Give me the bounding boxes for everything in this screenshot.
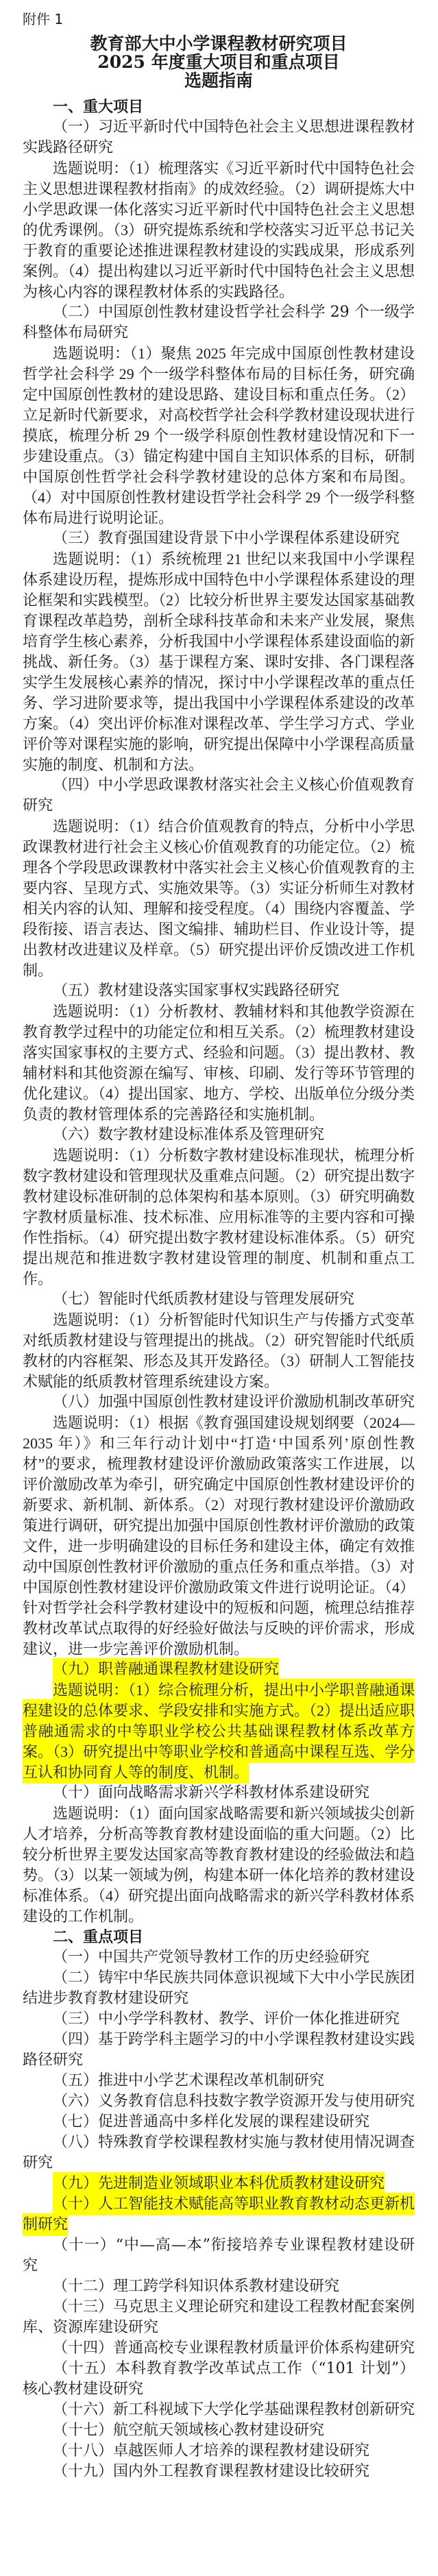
major-item-title: [23, 1783, 415, 1803]
key-item-text: （四）基于跨学科主题学习的中小学课程教材建设实践路径研究: [23, 2031, 415, 2069]
major-item-title-text: （四）中小学思政课教材落实社会主义核心价值观教育研究: [23, 777, 415, 814]
key-item-15: [23, 2359, 415, 2400]
major-item-title-text: （一）习近平新时代中国特色社会主义思想进课程教材实践路径研究: [23, 119, 415, 156]
key-item-11: [23, 2235, 415, 2276]
major-item-3: [23, 528, 415, 775]
key-item-6: [23, 2091, 415, 2112]
key-item-text: （十）人工智能技术赋能高等职业教育教材动态更新机制研究: [23, 2193, 415, 2236]
major-item-description-text: 选题说明：（1）综合梳理分析，提出中小学职普融通课程建设的总体要求、学段安排和实施方式。（2）提出适应职普融通需求的中等职业学校公共基础课程教材体系改革方案。（3）研究提出中等职业学校和普通高中课程互选、学分互认和协同育人等的制度、机制。: [23, 1679, 415, 1784]
key-item-text: （十三）马克思主义理论研究和建设工程教材配套案例库、资源库建设研究: [23, 2298, 415, 2336]
major-item-2: [23, 302, 415, 528]
major-item-title-text: （八）加强中国原创性教材建设评价激励机制改革研究: [53, 1394, 415, 1411]
major-item-8: [23, 1392, 415, 1660]
major-item-title: [23, 1289, 415, 1310]
major-item-title-text: （三）教育强国建设背景下中小学课程体系建设研究: [53, 530, 400, 547]
key-item-text: （十四）普通高校专业课程教材质量评价体系构建研究: [53, 2340, 415, 2357]
key-item-18: [23, 2441, 415, 2462]
key-item-7: [23, 2112, 415, 2133]
major-item-description: [23, 1803, 415, 1927]
major-item-title: [23, 302, 415, 343]
document-title: [23, 34, 415, 90]
major-projects-section: [23, 97, 415, 1927]
key-item-19: [23, 2462, 415, 2482]
key-item-17: [23, 2420, 415, 2441]
key-item-text: （三）中小学学科教材、教学、评价一体化推进研究: [53, 2010, 400, 2028]
key-item-text: （十七）航空航天领域核心教材建设研究: [53, 2422, 325, 2439]
key-item-8: [23, 2133, 415, 2174]
major-item-description-text: 选题说明：（1）聚焦 2025 年完成中国原创性教材建设哲学社会科学 29 个一级学科整体布局的目标任务，研究确定中国原创性教材的建设思路、建设目标和重点任务。（2）立足新时代新要求，对高校哲学社会科学教材建设现状进行摸底，梳理分析 29 个一级学科原创性教材建设情况和下一步建设重点。（3）锚定构建中国自主知识体系的目标，研制中国原创性哲学社会科学教材建设的总体方案和布局图。（4）对中国原创性教材建设哲学社会科学 29 个一级学科整体布局进行说明论证。: [23, 345, 415, 526]
key-item-4: [23, 2030, 415, 2071]
major-item-description-text: 选题说明：（1）分析教材、教辅材料和其他教学资源在教育教学过程中的功能定位和相互关系。（2）梳理教材建设落实国家事权的主要方式、经验和问题。（3）提出教材、教辅材料和其他资源在编写、审核、印刷、发行等环节管理的优化建议。（4）提出国家、地方、学校、出版单位分级分类负责的教材管理体系的完善路径和实施机制。: [23, 1003, 415, 1123]
major-item-title: [23, 1660, 415, 1680]
major-item-description-text: 选题说明：（1）结合价值观教育的特点，分析中小学思政课教材进行社会主义核心价值观教育的功能定位。（2）梳理各个学段思政课教材中落实社会主义核心价值观教育的主要内容、呈现方式、实施效果等。（3）实证分析师生对教材相关内容的认知、理解和接受程度。（4）围绕内容覆盖、学段衔接、语言表达、图文编排、辅助栏目、作业设计等，提出教材改进建议及样章。（5）研究提出评价反馈改进工作机制。: [23, 818, 415, 979]
key-item-text: （九）先进制造业领域职业本科优质教材建设研究: [53, 2172, 385, 2195]
key-item-13: [23, 2297, 415, 2338]
major-item-description: [23, 816, 415, 981]
major-item-description-text: 选题说明：（1）面向国家战略需要和新兴领域拔尖创新人才培养，分析高等教育教材建设面临的重大问题。（2）比较分析世界主要发达国家高等教育教材建设的经验做法和趋势。（3）以某一领域为例，构建本研一体化培养的教材建设标准体系。（4）研究提出面向战略需求的新兴学科教材体系建设的工作机制。: [23, 1805, 415, 1925]
title-line-1: 教育部大中小学课程教材研究项目: [90, 34, 348, 53]
key-item-12: [23, 2276, 415, 2297]
major-item-title-text: （六）数字教材建设标准体系及管理研究: [53, 1126, 325, 1143]
major-item-description: [23, 1310, 415, 1392]
major-item-title-text: （七）智能时代纸质教材建设与管理发展研究: [53, 1291, 355, 1308]
major-projects-heading: 一、重大项目: [53, 98, 144, 115]
key-item-5: [23, 2071, 415, 2091]
major-item-title-text: （二）中国原创性教材建设哲学社会科学 29 个一级学科整体布局研究: [23, 304, 415, 341]
major-item-9: [23, 1660, 415, 1783]
key-item-16: [23, 2400, 415, 2420]
major-item-description: [23, 1680, 415, 1783]
key-item-text: （七）促进普通高中多样化发展的课程建设研究: [53, 2113, 370, 2130]
major-item-title: [23, 528, 415, 549]
major-item-description-text: 选题说明：（1）分析数字教材建设标准现状，梳理分析数字教材建设和管理现状及重难点问题。（2）研究提出数字教材建设标准研制的总体架构和基本原则。（3）研究明确数字教材质量标准、技术标准、应用标准等的主要内容和可操作性指标。（4）研究提出数字教材建设标准体系。（5）研究提出规范和推进数字教材建设管理的制度、机制和重点工作。: [23, 1147, 415, 1287]
major-item-description-text: 选题说明：（1）系统梳理 21 世纪以来我国中小学课程体系建设历程，提炼形成中国特色中小学课程体系建设的理论框架和实践模型。（2）比较分析世界主要发达国家基础教育课程改革趋势，剖析全球科技革命和未来产业发展，聚焦培育学生核心素养，分析我国中小学课程体系建设面临的新挑战、新任务。（3）基于课程方案、课时安排、各门课程落实学生发展核心素养的情况，探讨中小学课程改革的重点任务、学习进阶要求等，提出我国中小学课程体系建设的改革方案。（4）突出评价标准对课程改革、学生学习方式、学业评价等对课程实施的影响，研究提出保障中小学课程高质量实施的制度、机制和方法。: [23, 550, 415, 773]
major-item-description: [23, 343, 415, 528]
key-item-14: [23, 2338, 415, 2359]
major-item-5: [23, 981, 415, 1125]
key-item-text: （八）特殊教育学校课程教材实施与教材使用情况调查研究: [23, 2134, 415, 2172]
key-item-text: （十八）卓越医师人才培养的课程教材建设研究: [53, 2442, 370, 2459]
major-item-title-text: （九）职普融通课程教材建设研究: [53, 1658, 279, 1681]
major-item-title: [23, 775, 415, 816]
major-item-title: [23, 1125, 415, 1145]
key-projects-section: [23, 1927, 415, 2482]
major-item-title: [23, 1392, 415, 1413]
key-projects-heading: 二、重点项目: [53, 1928, 144, 1945]
key-item-text: （十九）国内外工程教育课程教材建设比较研究: [53, 2463, 370, 2480]
key-item-text: （一）中国共产党领导教材工作的历史经验研究: [53, 1949, 370, 1966]
major-item-1: [23, 117, 415, 302]
key-item-2: [23, 1968, 415, 2009]
major-item-description-text: 选题说明：（1）梳理落实《习近平新时代中国特色社会主义思想进课程教材指南》的成效经验。（2）调研提炼大中小学思政课一体化落实习近平新时代中国特色社会主义思想的优秀课例。（3）研究提炼系统和学校落实习近平总书记关于教育的重要论述推进课程教材建设的实践成果，形成系列案例。（4）提出构建以习近平新时代中国特色社会主义思想为核心内容的课程教材体系的实践路径。: [23, 160, 415, 300]
key-item-text: （二）铸牢中华民族共同体意识视域下大中小学民族团结进步教育教材建设研究: [23, 1969, 415, 2007]
major-item-title-text: （十）面向战略需求新兴学科教材体系建设研究: [53, 1784, 370, 1801]
major-item-title: [23, 117, 415, 158]
major-item-description: [23, 158, 415, 302]
key-item-text: （六）义务教育信息科技数字教学资源开发与使用研究: [53, 2093, 415, 2110]
major-item-description: [23, 1413, 415, 1660]
major-item-7: [23, 1289, 415, 1392]
title-line-3: 选题指南: [184, 71, 253, 90]
key-item-9: [23, 2174, 415, 2194]
major-item-6: [23, 1125, 415, 1289]
key-item-text: （十一）“中—高—本”衔接培养专业课程教材建设研究: [23, 2237, 415, 2274]
document-body: [23, 97, 415, 2482]
major-item-10: [23, 1783, 415, 1927]
major-item-4: [23, 775, 415, 981]
key-item-3: [23, 2009, 415, 2030]
key-item-text: （十六）新工科视域下大学化学基础课程教材创新研究: [53, 2401, 415, 2418]
major-item-description-text: 选题说明：（1）根据《教育强国建设规划纲要（2024—2035 年）》和三年行动计划中“打造‘中国系列’原创性教材”的要求，梳理教材建设评价激励政策落实工作进展，以评价激励改革为牵引，研究确定中国原创性教材建设评价的新要求、新机制、新体系。（2）对现行教材建设评价激励政策进行调研，研究提出加强中国原创性教材评价激励的政策文件，进一步明确建设的目标任务和建设主体，确定有效推动中国原创性教材评价激励的重点任务和重点举措。（3）对中国原创性教材建设评价激励政策文件进行说明论证。（4）针对哲学社会科学教材建设中的短板和问题，梳理总结推荐教材改革试点取得的好经验好做法与反映的评价需求，形成建议，进一步完善评价激励机制。: [23, 1414, 415, 1657]
key-item-1: [23, 1947, 415, 1968]
major-item-title: [23, 981, 415, 1001]
major-item-title-text: （五）教材建设落实国家事权实践路径研究: [53, 982, 340, 999]
key-item-text: （五）推进中小学艺术课程改革机制研究: [53, 2072, 325, 2089]
key-item-10: [23, 2194, 415, 2235]
key-item-text: （十五）本科教育教学改革试点工作（“101 计划”）核心教材建设研究: [23, 2360, 415, 2398]
major-item-description-text: 选题说明：（1）分析智能时代知识生产与传播方式变革对纸质教材建设与管理提出的挑战。（2）研究智能时代纸质教材的内容框架、形态及其开发路径。（3）研制人工智能技术赋能的纸质教材管理系统建设方案。: [23, 1311, 415, 1390]
major-item-description: [23, 549, 415, 775]
key-item-text: （十二）理工跨学科知识体系教材建设研究: [53, 2278, 340, 2295]
attachment-label: 附件 1: [23, 11, 64, 27]
major-item-description: [23, 1001, 415, 1125]
title-line-2: 2025 年度重大项目和重点项目: [97, 52, 340, 72]
major-item-description: [23, 1145, 415, 1289]
